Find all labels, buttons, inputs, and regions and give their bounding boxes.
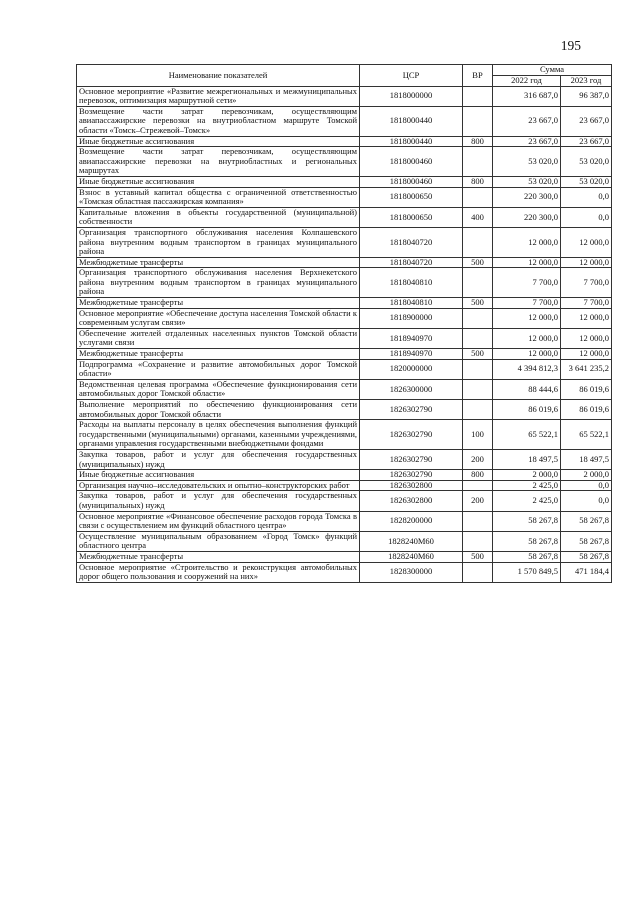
table-row xyxy=(77,176,612,187)
row-value-2023: 0,0 xyxy=(561,491,612,511)
row-csr: 1826302790 xyxy=(360,470,463,481)
page-number: 195 xyxy=(560,38,581,53)
row-name: Межбюджетные трансферты xyxy=(77,298,360,309)
row-name: Основное мероприятие «Строительство и реконструкция автомобильных дорог общего пользования и сооружений на них» xyxy=(77,562,360,582)
row-value-2023: 58 267,8 xyxy=(561,531,612,551)
row-value-2022: 4 394 812,3 xyxy=(493,359,561,379)
row-value-2022: 53 020,0 xyxy=(493,147,561,177)
table-row xyxy=(77,308,612,328)
row-value-2022: 86 019,6 xyxy=(493,400,561,420)
row-value-2023: 58 267,8 xyxy=(561,511,612,531)
row-csr: 1818040810 xyxy=(360,298,463,309)
row-name: Основное мероприятие «Финансовое обеспечение расходов города Томска в связи с осуществлением им функций областного центра» xyxy=(77,511,360,531)
row-value-2022: 220 300,0 xyxy=(493,207,561,227)
row-value-2023: 18 497,5 xyxy=(561,449,612,469)
row-value-2023: 58 267,8 xyxy=(561,551,612,562)
table-row xyxy=(77,268,612,298)
row-value-2022: 2 000,0 xyxy=(493,470,561,481)
row-csr: 1818000440 xyxy=(360,106,463,136)
table-row xyxy=(77,227,612,257)
row-value-2023: 12 000,0 xyxy=(561,308,612,328)
row-vr xyxy=(463,227,493,257)
row-value-2023: 23 667,0 xyxy=(561,136,612,147)
row-vr: 800 xyxy=(463,470,493,481)
row-value-2023: 53 020,0 xyxy=(561,176,612,187)
row-name: Основное мероприятие «Развитие межрегиональных и межмуниципальных перевозок, оптимизация маршрутной сети» xyxy=(77,86,360,106)
row-vr xyxy=(463,106,493,136)
row-csr: 1826302800 xyxy=(360,491,463,511)
row-vr xyxy=(463,400,493,420)
row-csr: 1826300000 xyxy=(360,379,463,399)
row-value-2023: 12 000,0 xyxy=(561,257,612,268)
row-value-2022: 23 667,0 xyxy=(493,136,561,147)
row-name: Выполнение мероприятий по обеспечению функционирования сети автомобильных дорог Томской области xyxy=(77,400,360,420)
row-name: Межбюджетные трансферты xyxy=(77,551,360,562)
row-name: Капитальные вложения в объекты государственной (муниципальной) собственности xyxy=(77,207,360,227)
row-value-2022: 23 667,0 xyxy=(493,106,561,136)
row-value-2022: 2 425,0 xyxy=(493,491,561,511)
table-row xyxy=(77,470,612,481)
row-vr xyxy=(463,86,493,106)
row-csr: 1818000460 xyxy=(360,176,463,187)
row-value-2023: 0,0 xyxy=(561,187,612,207)
table-row xyxy=(77,551,612,562)
row-name: Организация транспортного обслуживания населения Колпашевского района внутренним водным транспортом в границах муниципального района xyxy=(77,227,360,257)
row-csr: 1828300000 xyxy=(360,562,463,582)
row-csr: 1828200000 xyxy=(360,511,463,531)
row-vr: 400 xyxy=(463,207,493,227)
row-name: Иные бюджетные ассигнования xyxy=(77,176,360,187)
table-row xyxy=(77,480,612,491)
row-vr: 500 xyxy=(463,257,493,268)
header-year-2023: 2023 год xyxy=(561,76,612,87)
row-value-2022: 12 000,0 xyxy=(493,257,561,268)
header-vr: ВР xyxy=(463,65,493,87)
header-year-2022: 2022 год xyxy=(493,76,561,87)
row-value-2023: 12 000,0 xyxy=(561,227,612,257)
row-name: Ведомственная целевая программа «Обеспечение функционирования сети автомобильных дорог Томской области» xyxy=(77,379,360,399)
row-value-2022: 53 020,0 xyxy=(493,176,561,187)
row-value-2023: 86 019,6 xyxy=(561,400,612,420)
table-row xyxy=(77,147,612,177)
row-vr xyxy=(463,308,493,328)
row-vr: 500 xyxy=(463,298,493,309)
row-name: Возмещение части затрат перевозчикам, осуществляющим авиапассажирские перевозки на внутриобластных и региональных маршрутах xyxy=(77,147,360,177)
row-value-2023: 471 184,4 xyxy=(561,562,612,582)
row-value-2023: 86 019,6 xyxy=(561,379,612,399)
row-csr: 1818940970 xyxy=(360,349,463,360)
row-value-2023: 3 641 235,2 xyxy=(561,359,612,379)
row-name: Закупка товаров, работ и услуг для обеспечения государственных (муниципальных) нужд xyxy=(77,491,360,511)
row-vr: 800 xyxy=(463,176,493,187)
row-value-2023: 0,0 xyxy=(561,207,612,227)
table-row xyxy=(77,562,612,582)
row-value-2022: 12 000,0 xyxy=(493,349,561,360)
row-name: Межбюджетные трансферты xyxy=(77,349,360,360)
row-vr: 500 xyxy=(463,349,493,360)
row-value-2022: 65 522,1 xyxy=(493,420,561,450)
table-row xyxy=(77,449,612,469)
row-csr: 1818000000 xyxy=(360,86,463,106)
row-value-2022: 220 300,0 xyxy=(493,187,561,207)
row-name: Осуществление муниципальным образованием «Город Томск» функций областного центра xyxy=(77,531,360,551)
row-name: Обеспечение жителей отдаленных населенных пунктов Томской области услугами связи xyxy=(77,328,360,348)
row-value-2022: 7 700,0 xyxy=(493,298,561,309)
row-csr: 1820000000 xyxy=(360,359,463,379)
row-name: Расходы на выплаты персоналу в целях обеспечения выполнения функций государственными (муниципальными) органами, казенными учреждениями, органами управления государственными внебюджетными фондами xyxy=(77,420,360,450)
table-row xyxy=(77,511,612,531)
row-vr xyxy=(463,562,493,582)
row-csr: 1826302790 xyxy=(360,420,463,450)
table-row xyxy=(77,531,612,551)
row-vr xyxy=(463,328,493,348)
row-csr: 1818000460 xyxy=(360,147,463,177)
row-name: Закупка товаров, работ и услуг для обеспечения государственных (муниципальных) нужд xyxy=(77,449,360,469)
table-row xyxy=(77,420,612,450)
table-row xyxy=(77,106,612,136)
row-value-2022: 12 000,0 xyxy=(493,328,561,348)
row-name: Организация транспортного обслуживания населения Верхнекетского района внутренним водным транспортом в границах муниципального района xyxy=(77,268,360,298)
table-row xyxy=(77,349,612,360)
table-row xyxy=(77,491,612,511)
row-value-2022: 12 000,0 xyxy=(493,227,561,257)
row-name: Основное мероприятие «Обеспечение доступа населения Томской области к современным услугам связи» xyxy=(77,308,360,328)
budget-table xyxy=(76,64,612,583)
row-value-2023: 7 700,0 xyxy=(561,298,612,309)
row-csr: 1818040720 xyxy=(360,257,463,268)
row-value-2022: 316 687,0 xyxy=(493,86,561,106)
row-value-2023: 53 020,0 xyxy=(561,147,612,177)
table-body xyxy=(77,86,612,582)
row-name: Межбюджетные трансферты xyxy=(77,257,360,268)
row-name: Иные бюджетные ассигнования xyxy=(77,136,360,147)
row-csr: 1818000650 xyxy=(360,207,463,227)
row-vr xyxy=(463,511,493,531)
table-row xyxy=(77,136,612,147)
row-value-2023: 12 000,0 xyxy=(561,349,612,360)
table-row xyxy=(77,379,612,399)
row-name: Организация научно–исследовательских и опытно–конструкторских работ xyxy=(77,480,360,491)
row-value-2022: 88 444,6 xyxy=(493,379,561,399)
row-value-2022: 7 700,0 xyxy=(493,268,561,298)
row-value-2022: 2 425,0 xyxy=(493,480,561,491)
row-vr xyxy=(463,379,493,399)
row-csr: 1818000440 xyxy=(360,136,463,147)
row-value-2022: 58 267,8 xyxy=(493,531,561,551)
row-value-2023: 2 000,0 xyxy=(561,470,612,481)
table-row xyxy=(77,187,612,207)
row-value-2022: 58 267,8 xyxy=(493,511,561,531)
table-row xyxy=(77,257,612,268)
table-row xyxy=(77,207,612,227)
row-value-2023: 0,0 xyxy=(561,480,612,491)
row-name: Подпрограмма «Сохранение и развитие автомобильных дорог Томской области» xyxy=(77,359,360,379)
row-csr: 1826302800 xyxy=(360,480,463,491)
row-value-2022: 18 497,5 xyxy=(493,449,561,469)
row-vr xyxy=(463,480,493,491)
row-csr: 1826302790 xyxy=(360,400,463,420)
row-csr: 1818040810 xyxy=(360,268,463,298)
row-value-2022: 58 267,8 xyxy=(493,551,561,562)
table-row xyxy=(77,359,612,379)
row-vr xyxy=(463,359,493,379)
row-csr: 1818900000 xyxy=(360,308,463,328)
row-csr: 1818040720 xyxy=(360,227,463,257)
row-vr: 200 xyxy=(463,491,493,511)
row-csr: 1828240М60 xyxy=(360,531,463,551)
row-value-2023: 7 700,0 xyxy=(561,268,612,298)
header-name: Наименование показателей xyxy=(77,65,360,87)
table-row xyxy=(77,400,612,420)
row-vr xyxy=(463,187,493,207)
row-name: Взнос в уставный капитал общества с ограниченной ответственностью «Томская областная пассажирская компания» xyxy=(77,187,360,207)
row-vr xyxy=(463,147,493,177)
row-value-2022: 1 570 849,5 xyxy=(493,562,561,582)
row-csr: 1826302790 xyxy=(360,449,463,469)
row-value-2023: 12 000,0 xyxy=(561,328,612,348)
header-csr: ЦСР xyxy=(360,65,463,87)
header-sum: Сумма xyxy=(493,65,612,76)
table-row xyxy=(77,86,612,106)
table-row xyxy=(77,328,612,348)
row-csr: 1828240М60 xyxy=(360,551,463,562)
row-name: Возмещение части затрат перевозчикам, осуществляющим авиапассажирские перевозки на внутриобластном маршруте Томской области «Томск–Стрежевой–Томск» xyxy=(77,106,360,136)
row-vr: 500 xyxy=(463,551,493,562)
row-csr: 1818940970 xyxy=(360,328,463,348)
row-csr: 1818000650 xyxy=(360,187,463,207)
table-row xyxy=(77,298,612,309)
row-vr: 800 xyxy=(463,136,493,147)
row-vr: 200 xyxy=(463,449,493,469)
row-vr xyxy=(463,268,493,298)
row-value-2023: 65 522,1 xyxy=(561,420,612,450)
row-value-2022: 12 000,0 xyxy=(493,308,561,328)
row-vr: 100 xyxy=(463,420,493,450)
row-vr xyxy=(463,531,493,551)
row-value-2023: 96 387,0 xyxy=(561,86,612,106)
row-name: Иные бюджетные ассигнования xyxy=(77,470,360,481)
row-value-2023: 23 667,0 xyxy=(561,106,612,136)
